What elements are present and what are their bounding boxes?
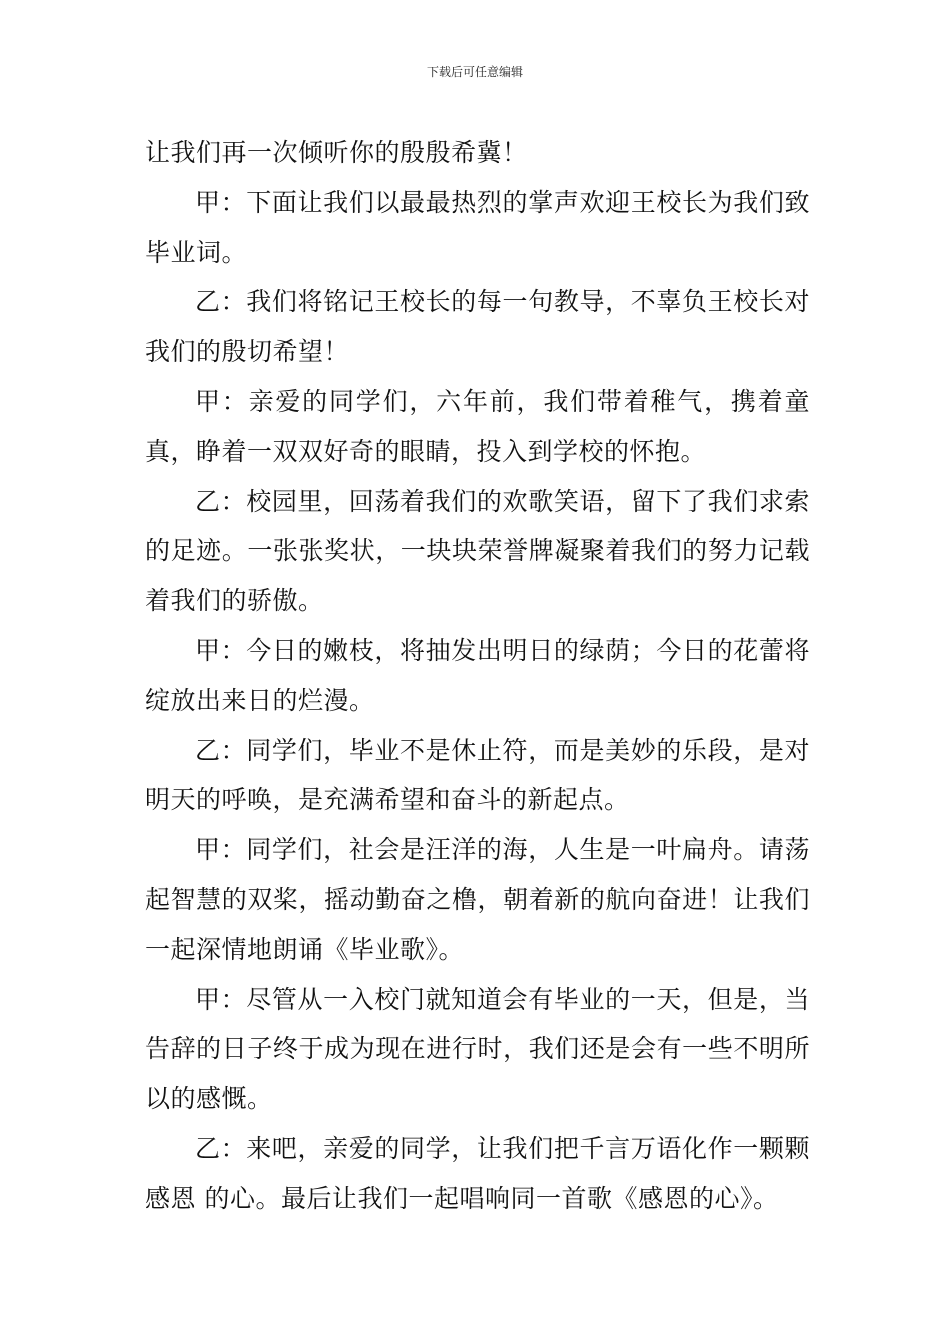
paragraph: 甲：同学们，社会是汪洋的海，人生是一叶扁舟。请荡起智慧的双桨，摇动勤奋之橹，朝着新的航向奋进！让我们一起深情地朗诵《毕业歌》。	[145, 835, 810, 964]
paragraph: 乙：校园里，回荡着我们的欢歌笑语，留下了我们求索的足迹。一张张奖状，一块块荣誉牌凝聚着我们的努力记载着我们的骄傲。	[145, 486, 810, 616]
page-header: 下载后可任意编辑	[426, 65, 523, 79]
paragraph: 乙：我们将铭记王校长的每一句教导，不辜负王校长对我们的殷切希望！	[145, 287, 810, 367]
paragraph: 甲：亲爱的同学们，六年前，我们带着稚气，携着童真，睁着一双双好奇的眼睛，投入到学校的怀抱。	[145, 386, 810, 466]
paragraph: 乙：同学们，毕业不是休止符，而是美妙的乐段，是对明天的呼唤，是充满希望和奋斗的新起点。	[145, 735, 810, 815]
paragraph: 让我们再一次倾听你的殷殷希冀！	[145, 138, 528, 167]
paragraph: 甲：下面让我们以最最热烈的掌声欢迎王校长为我们致毕业词。	[145, 187, 810, 267]
document-body	[145, 128, 810, 1224]
paragraph: 甲：尽管从一入校门就知道会有毕业的一天，但是，当告辞的日子终于成为现在进行时，我们还是会有一些不明所以的感慨。	[145, 984, 810, 1114]
paragraph: 甲：今日的嫩枝，将抽发出明日的绿荫；今日的花蕾将绽放出来日的烂漫。	[145, 635, 810, 715]
paragraph: 乙：来吧，亲爱的同学，让我们把千言万语化作一颗颗感恩 的心。最后让我们一起唱响同一首歌《感恩的心》。	[145, 1133, 810, 1213]
